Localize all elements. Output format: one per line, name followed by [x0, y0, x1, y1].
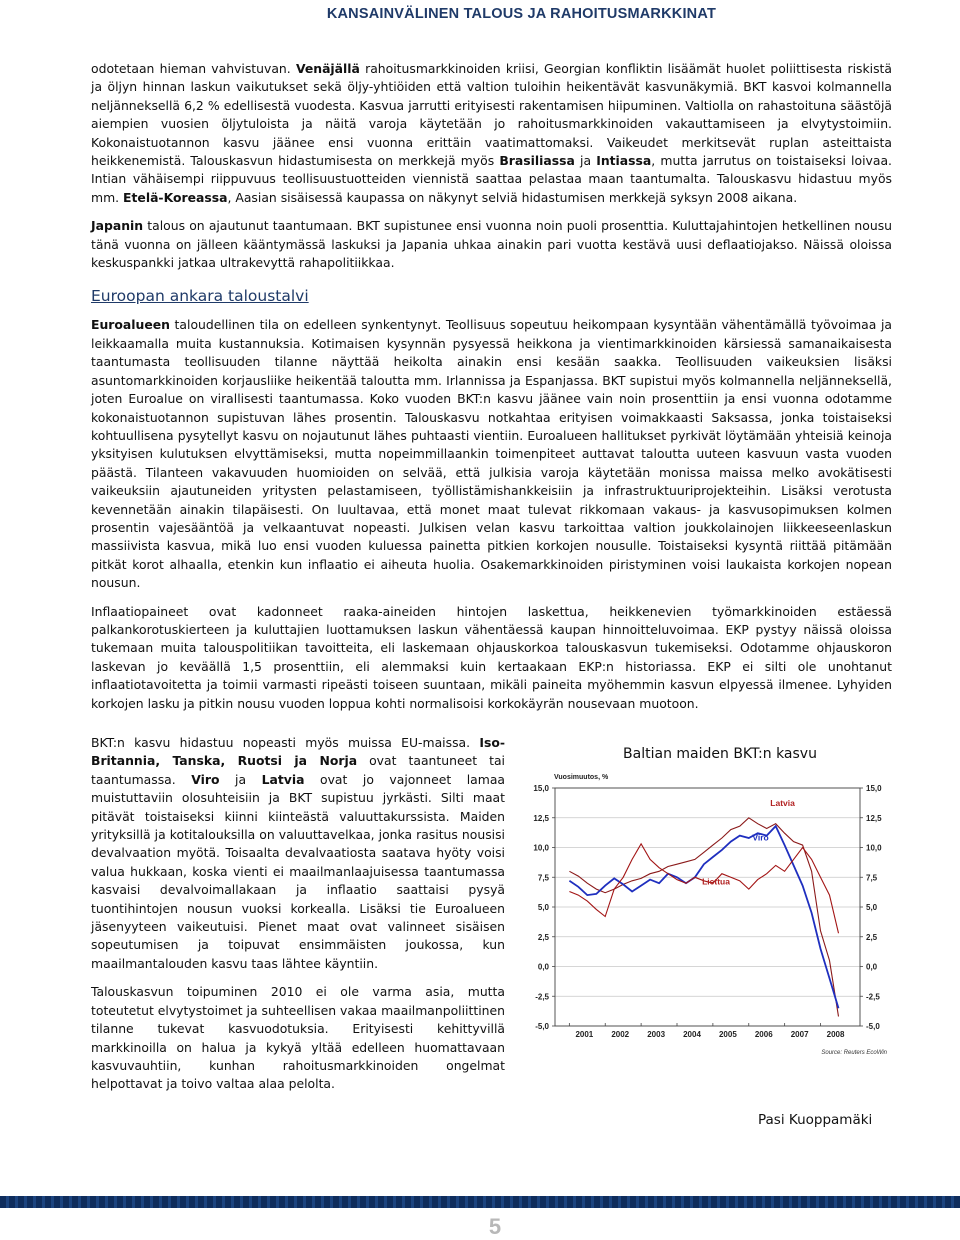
paragraph-eu-countries: BKT:n kasvu hidastuu nopeasti myös muissa EU-maissa. Iso-Britannia, Tanska, Ruotsi ja Norja ovat taantuneet tai taantumassa. Viro ja Latvia ovat jo vajonneet lamaa muistuttaviin olosuhteisiin ja BKT supistuu jyrkästi. Silti maat pitävät toistaiseksi kiinni kiinteästä valuuttakurssista. Maiden yrityksillä ja kotitalouksilla on valuuttavelkaa, jonka rasitus nousisi devalvaation myötä. Toisaalta devalvaatiosta saatava hyöty voisi valua hukkaan, koska vienti ei maailmanlaajuisessa taantumassa kasvaisi devalvoimallakaan ja inflaatio saattaisi pysyä tuontihintojen nousun vuoksi korkealla. Lisäksi tie Euroalueen jäsenyyteen vaikeutuisi. Pienet maat ovat valinneet sisäisen sopeutumisen ja toipuvat ensimmäisten joukossa, kun maailmantalouden kasvu taas lähtee käyntiin. [91, 735, 506, 971]
y-axis-label: Vuosimuutos, % [554, 774, 609, 781]
y-tick-label-left: 15,0 [533, 784, 549, 793]
series-label-liettua: Liettua [702, 876, 730, 887]
section-heading: Euroopan ankara taloustalvi [91, 287, 309, 306]
y-tick-label-right: 2,5 [866, 932, 878, 942]
chart-title: Baltian maiden BKT:n kasvu [623, 746, 817, 762]
series-label-viro: Viro [752, 832, 769, 843]
y-tick-label-left: 12,5 [533, 813, 549, 823]
series-label-latvia: Latvia [770, 797, 795, 808]
y-tick-label-right: 5,0 [866, 903, 878, 912]
y-tick-label-left: 7,5 [537, 873, 549, 883]
y-tick-label-right: 7,5 [866, 873, 878, 883]
y-tick-label-right: 15,0 [866, 784, 882, 793]
x-tick-label: 2008 [826, 1030, 845, 1039]
y-tick-label-right: 0,0 [866, 962, 878, 972]
paragraph-recovery: Talouskasvun toipuminen 2010 ei ole varma asia, mutta toteutetut elvytystoimet ja suhteellisen vakaa maailmanpoliittinen tilanne tukevat kasvuodotuksia. Erityisesti kehittyvillä markkinoilla on halua ja kykyä yltää edelleen huomattavaan kasvuvauhtiin, kunhan rahoitusmarkkinoiden ongelmat helpottavat ja toivo valtaa alaa pelolta. [91, 984, 505, 1092]
x-tick-label: 2005 [718, 1030, 737, 1039]
y-tick-label-right: 10,0 [866, 843, 882, 853]
paragraph-russia: odotetaan hieman vahvistuvan. Venäjällä rahoitusmarkkinoiden kriisi, Georgian konfliktin lisäämät huolet poliittisesta riskistä ja öljyn hinnan laskun vaikutukset sekä öljy-yhtiöiden että valtion tuloihin heikentävät kasvunäkymiä. BKT kasvoi kolmannella neljänneksellä 6,2 % edellisestä vuodesta. Kasvua jarrutti erityisesti rakentamisen hiipuminen. Valtiolla on rahastoituna säästöjä aiempien vuosien öljytuloista ja näitä varoja käytetään jo rahoitusmarkkinoiden vakauttamiseen ja elvytystoimiin. Kokonaistuotannon kasvu jäänee ensi vuonna erittäin vaatimattomaksi. Vaikeudet merkitsevät ruplan asteittaista heikkenemistä. Talouskasvun hidastumisesta on merkkejä myös Brasiliassa ja Intiassa, mutta jarrutus on toistaiseksi loivaa. Intian vähäisempi riippuvuus teollisuustuotteiden viennistä saattaa pelastaa maan taantumalta. Talouskasvu hidastuu myös mm. Etelä-Koreassa, Aasian sisäisessä kaupassa on näkynyt selviä hidastumisen merkkejä syksyn 2008 aikana. [91, 61, 893, 205]
x-tick-label: 2007 [790, 1030, 809, 1039]
y-tick-label-left: 5,0 [537, 903, 549, 912]
y-tick-label-left: 10,0 [533, 843, 549, 853]
baltic-gdp-chart [520, 766, 900, 1066]
y-tick-label-right: -5,0 [866, 1022, 880, 1031]
y-tick-label-left: 0,0 [537, 962, 549, 972]
author-name: Pasi Kuoppamäki [758, 1112, 873, 1128]
y-tick-label-left: -5,0 [535, 1022, 549, 1031]
x-tick-label: 2003 [647, 1030, 666, 1039]
running-header: KANSAINVÄLINEN TALOUS JA RAHOITUSMARKKINAT [326, 6, 716, 22]
x-tick-label: 2002 [611, 1030, 630, 1039]
x-tick-label: 2006 [754, 1030, 773, 1039]
chart-source: Source: Reuters EcoWin [821, 1050, 887, 1056]
article-body [91, 60, 892, 713]
footer-bar [0, 1196, 960, 1208]
x-tick-label: 2004 [683, 1030, 701, 1039]
y-tick-label-right: -2,5 [866, 992, 880, 1002]
left-column [91, 734, 505, 1094]
page-number: 5 [488, 1214, 502, 1239]
y-tick-label-left: -2,5 [535, 992, 549, 1002]
y-tick-label-right: 12,5 [866, 813, 882, 823]
paragraph-japan: Japanin talous on ajautunut taantumaan. BKT supistunee ensi vuonna noin puoli prosenttia. Kuluttajahintojen hetkellinen nousu tänä vuonna on jälleen kääntymässä laskuksi ja Japania uhkaa ainakin pari vuotta kestävä uusi deflaatiojakso. Näissä oloissa keskuspankki jatkaa ultrakevyttä rahapolitiikkaa. [91, 218, 892, 271]
y-tick-label-left: 2,5 [537, 932, 549, 942]
paragraph-inflation: Inflaatiopaineet ovat kadonneet raaka-aineiden hintojen laskettua, heikkenevien työmarkkinoiden estäessä palkankorotuskierteen ja kuluttajien luottamuksen laskun vähentäessä kaupan hinnoitteluvoimaa. EKP pystyy näissä oloissa tukemaan muita talouspolitiikan tavoitteita, eli laskemaan ohjauskorkoa talouskasvun tukemiseksi. Odotamme ohjauskoron laskevan jo keväällä 1,5 prosenttiin, eli alemmaksi kuin kertaakaan EKP:n historiassa. EKP ei silti ole unohtanut inflaatiotavoitetta ja toimii varmasti ripeästi toiseen suuntaan, mikäli paineita myöhemmin kasvun elpyessä ilmenee. Lyhyiden korkojen lasku ja pitkin nousu vuoden loppua kohti normalisoisi korkokäyrän nousevaan muotoon. [91, 603, 892, 711]
x-tick-label: 2001 [575, 1030, 594, 1039]
series-line-liettua [569, 844, 838, 933]
paragraph-euro-area: Euroalueen taloudellinen tila on edelleen synkentynyt. Teollisuus sopeutuu heikompaan kysyntään vähentämällä työvoimaa ja leikkaamalla muita kustannuksia. Kotimaisen kysynnän pysyessä heikkona ja vientimarkkinoiden kärsiessä samanaikaisesta taantumasta teollisuuden tilanne näyttää heikolta ainakin ensi kesään saakka. Teollisuuden vaikeuksien lisäksi asuntomarkkinoiden korjausliike heikentää taloutta mm. Irlannissa ja Espanjassa. BKT supistui myös kolmannella neljänneksellä, joten Euroalue on virallisesti taantumassa. Koko vuoden BKT:n kasvu jäänee vain noin prosenttiin ja ensi vuonna odotamme kokonaistuotannon supistuvan lähes prosentin. Talouskasvu notkahtaa erityisen voimakkaasti Saksassa, jonka toistaiseksi kohtuullisena pysytellyt kasvu on nojautunut lähes puhtaasti vientiin. Euroalueen hallitukset pyrkivät löytämään yhteisiä keinoja yksityisen kulutuksen elvyttämiseksi, mutta nopeimmillaankin toimenpiteet auttavat taloutta uuteen kasvuun vasta vuoden päästä. Tilanteen vakavuuden huomioiden on selvää, että julkisia varoja käytetään monissa maissa melko avokätisesti vaikeuksiin ajautuneiden yritysten pelastamiseen, työllistämishankkeisiin ja infrastruktuuriprojekteihin. Lisäksi verotusta kevennetään ainakin tilapäisesti. On luultavaa, että monet maat tulevat rikkomaan vakaus- ja kasvusopimuksen kolmen prosentin vajesääntöä ja velkaantuvat nopeasti. Julkisen velan kasvu tarkoittaa valtion joukkolainojen liikkeeseenlaskun massiivista kasvua, mikä luo ensi vuoden kuluessa painetta pitkien korkojen nousulle. Toistaiseksi kysyntä riittää pitämään pitkät korot alhaalla, etenkin kun inflaatio ei aiheuta huolia. Osakemarkkinoiden piristyminen voisi laukaista korkojen nopean nousun. [91, 317, 892, 591]
